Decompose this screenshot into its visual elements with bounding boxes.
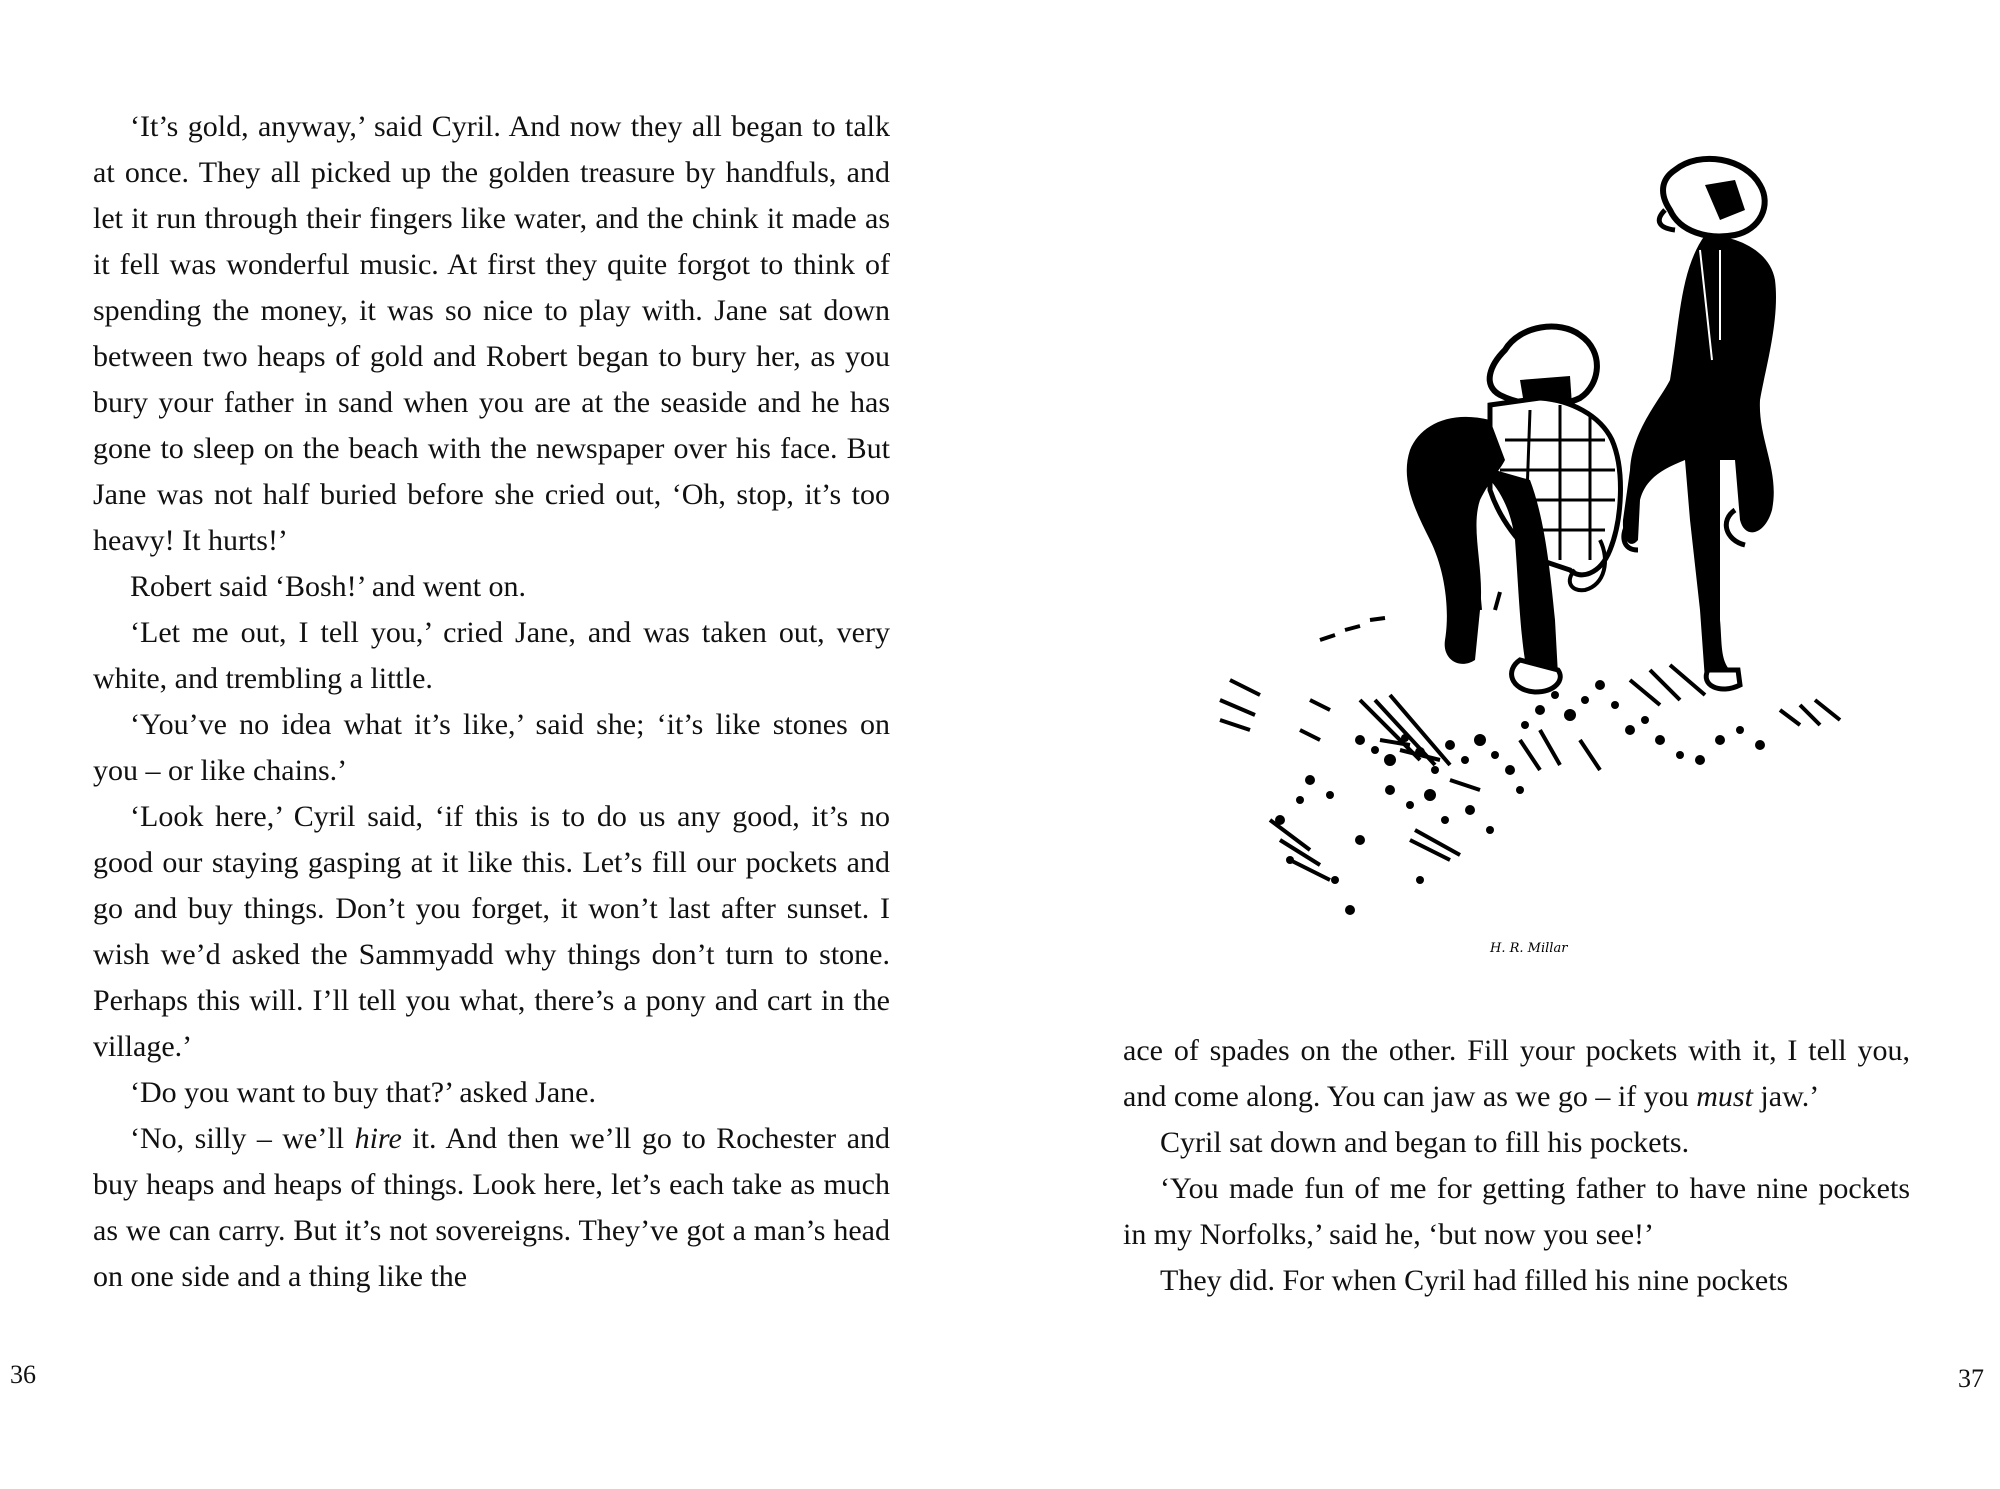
text-run: jaw.’ (1752, 1080, 1820, 1113)
page-number-left: 36 (10, 1360, 36, 1389)
paragraph: ‘You’ve no idea what it’s like,’ said she; ‘it’s like stones on you – or like chains.’ (93, 708, 890, 787)
standing-child-figure (1623, 159, 1776, 689)
text-run: ace of spades on the other. Fill your pockets with it, I tell you, and come along. You can jaw as we go – if you (1123, 1034, 1910, 1113)
paragraph: ‘Let me out, I tell you,’ cried Jane, and was taken out, very white, and trembling a little. (93, 616, 890, 695)
left-page-text (93, 104, 890, 1300)
scattered-gold-coins (1275, 680, 1765, 915)
paragraph (1123, 1028, 1910, 1120)
paragraph: Robert said ‘Bosh!’ and went on. (130, 570, 527, 603)
paragraph: ‘Look here,’ Cyril said, ‘if this is to do us any good, it’s no good our staying gasping at it like this. Let’s fill our pockets and go and buy things. Don’t you forget, it won’t last after sunset. I wish we’d asked the Sammyadd why things don’t turn to stone. Perhaps this will. I’ll tell you what, there’s a pony and cart in the village.’ (93, 800, 890, 1063)
paragraph: ‘Do you want to buy that?’ asked Jane. (130, 1076, 596, 1109)
paragraph (93, 1116, 890, 1300)
right-page (1000, 0, 2000, 1489)
paragraph: ‘You made fun of me for getting father to have nine pockets in my Norfolks,’ said he, ‘but now you see!’ (1123, 1172, 1910, 1251)
illustrator-signature: H. R. Millar (1490, 941, 1568, 956)
text-run: it. And then we’ll go to Rochester and buy heaps and heaps of things. Look here, let’s each take as much as we can carry. But it’s not sovereigns. They’ve got a man’s head on one side and a thing like the (93, 1122, 891, 1293)
paragraph: They did. For when Cyril had filled his nine pockets (1160, 1264, 1789, 1297)
seated-child-figure (1407, 327, 1621, 692)
illustration-two-children-gold-heap (1160, 140, 1860, 970)
right-page-text (1123, 1028, 1910, 1304)
page-number-right: 37 (1958, 1364, 1984, 1393)
emphasis-text: must (1696, 1080, 1753, 1113)
paragraph: Cyril sat down and began to fill his pockets. (1160, 1126, 1690, 1159)
emphasis-text: hire (354, 1122, 402, 1155)
paragraph: ‘It’s gold, anyway,’ said Cyril. And now they all began to talk at once. They all picked up the golden treasure by handfuls, and let it run through their fingers like water, and the chink it made as it fell was wonderful music. At first they quite forgot to think of spending the money, it was so nice to play with. Jane sat down between two heaps of gold and Robert began to bury her, as you bury your father in sand when you are at the seaside and he has gone to sleep on the beach with the newspaper over his face. But Jane was not half buried before she cried out, ‘Oh, stop, it’s too heavy! It hurts!’ (93, 110, 890, 557)
text-run: ‘No, silly – we’ll (130, 1122, 355, 1155)
